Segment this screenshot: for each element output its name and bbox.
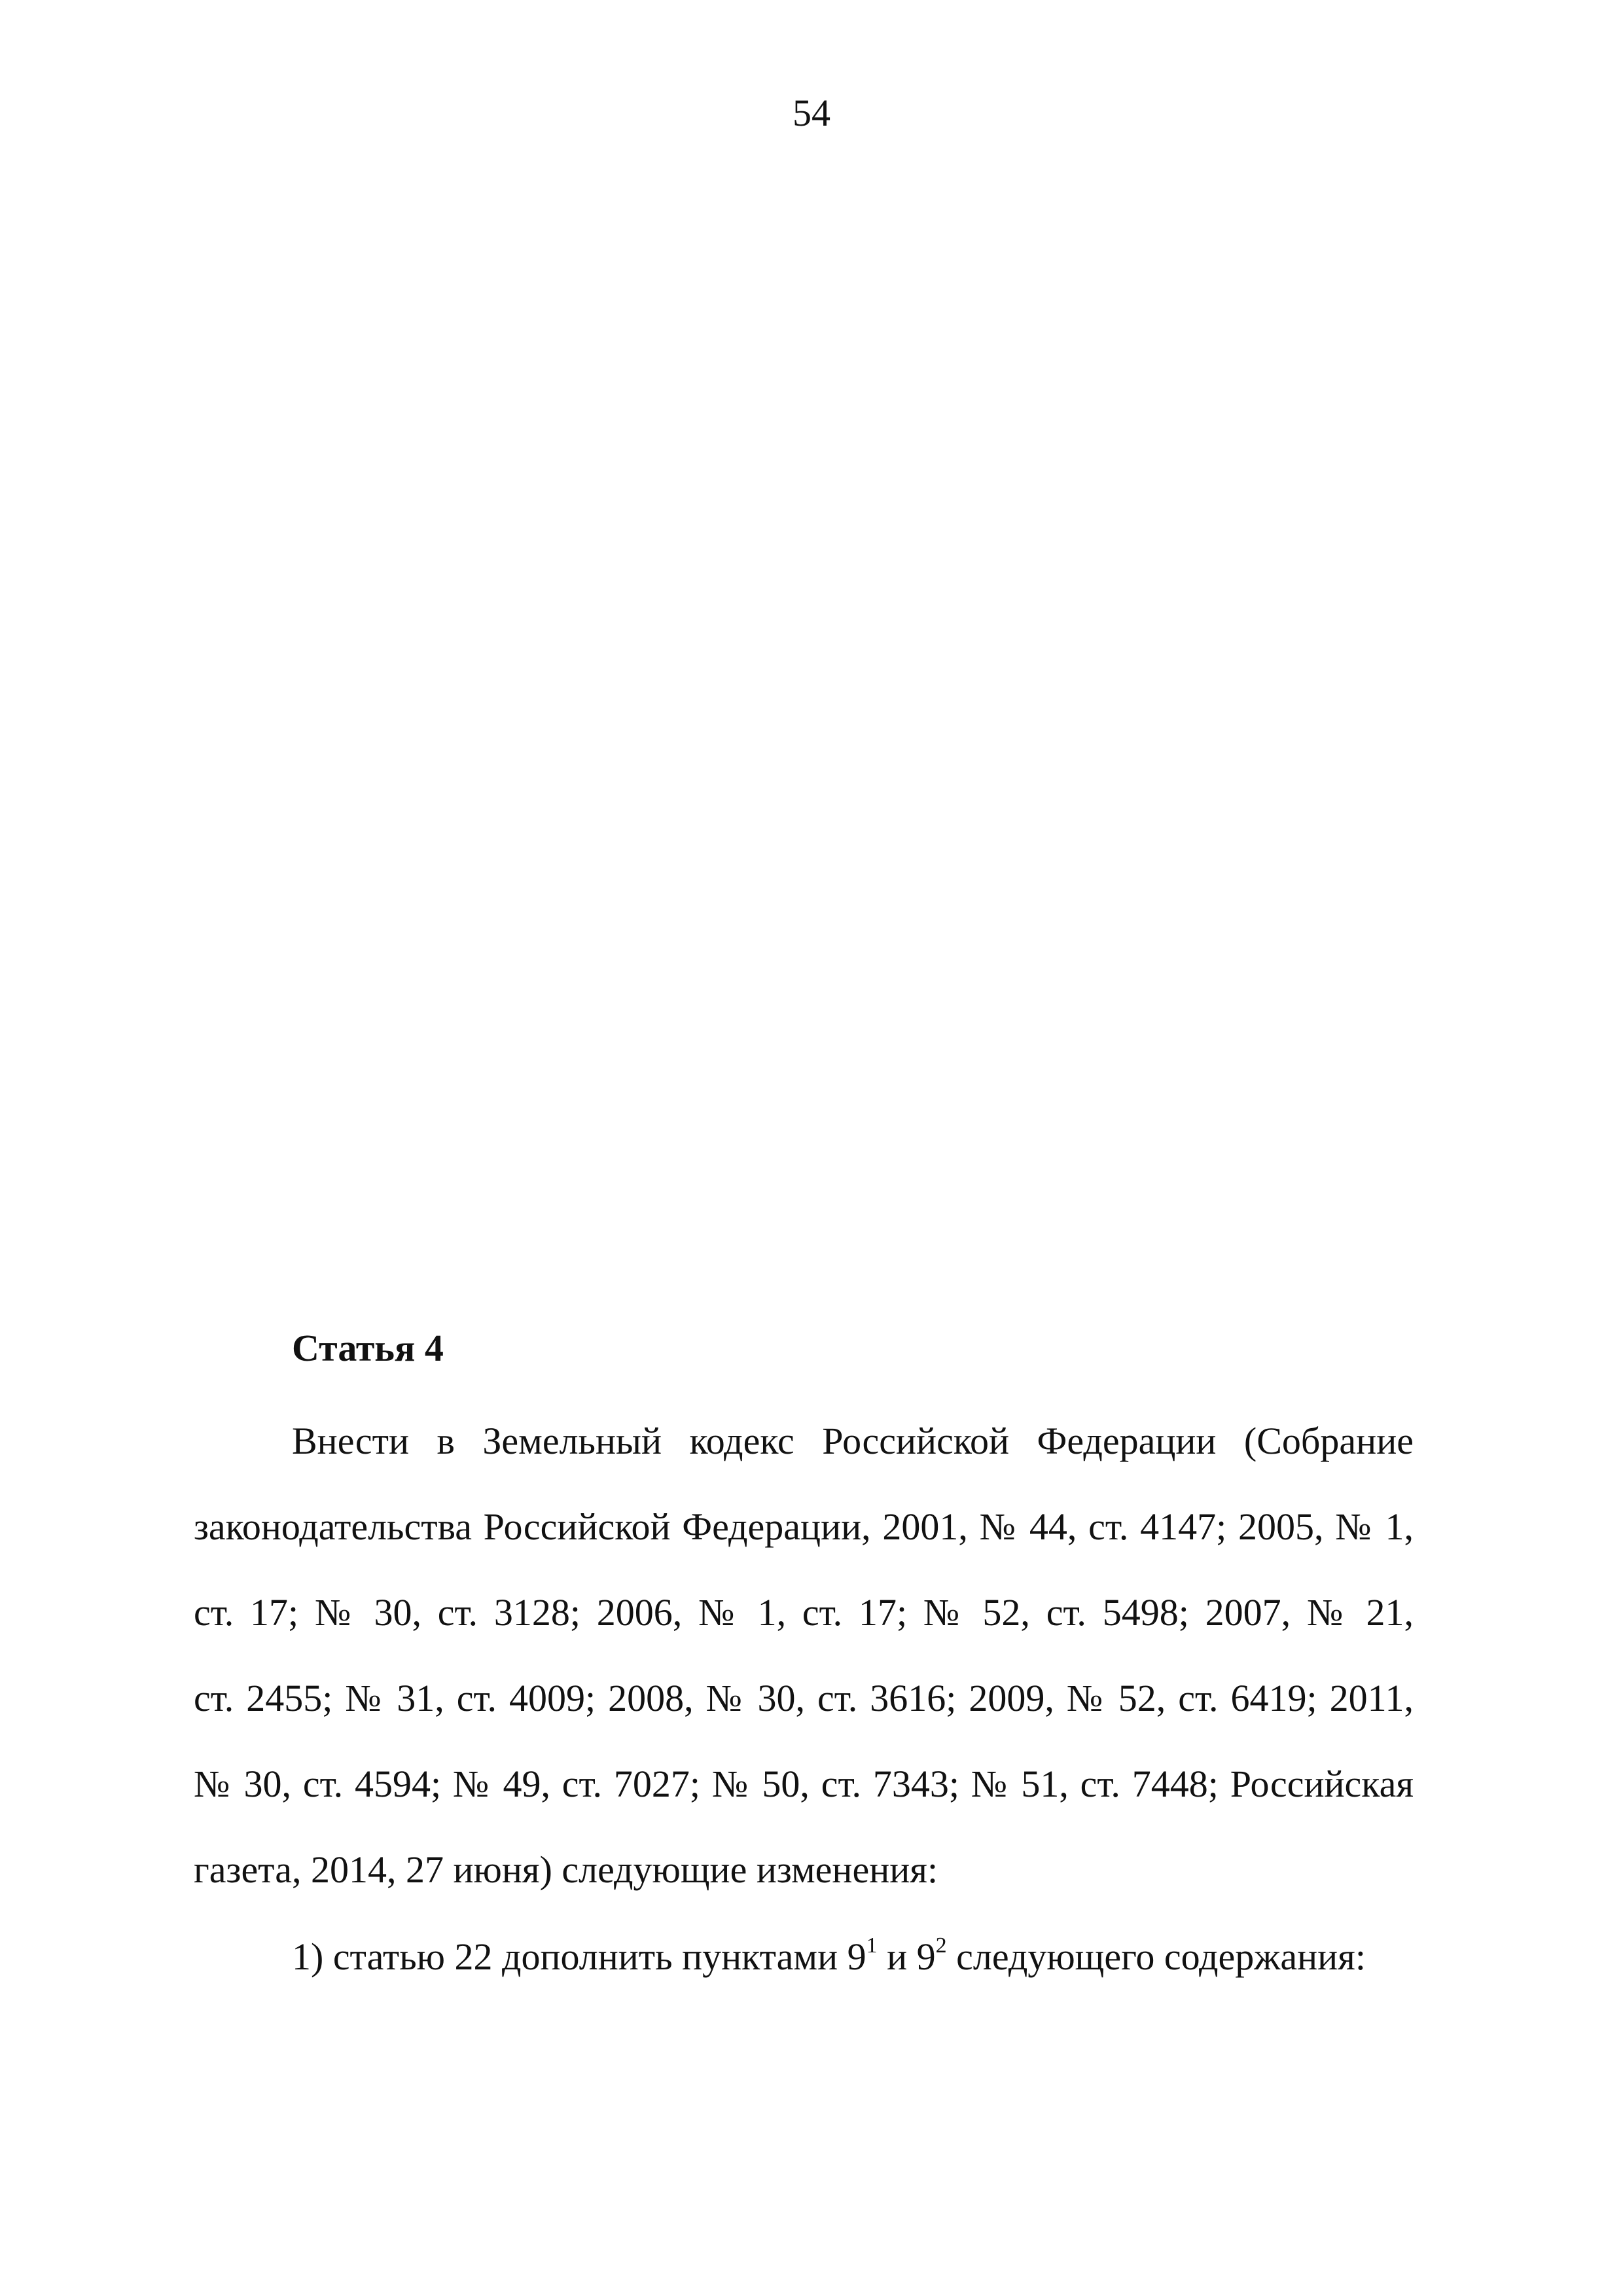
- intro-line: № 30, ст. 4594; № 49, ст. 7027; № 50, ст. 7343; № 51, ст. 7448; Российская: [194, 1763, 1414, 1805]
- item-text-after: следующего содержания:: [946, 1935, 1366, 1978]
- page-number: 54: [793, 92, 830, 134]
- intro-line: ст. 2455; № 31, ст. 4009; 2008, № 30, ст. 3616; 2009, № 52, ст. 6419; 2011,: [194, 1677, 1414, 1719]
- intro-line: газета, 2014, 27 июня) следующие изменения:: [194, 1848, 938, 1891]
- superscript: 2: [935, 1933, 947, 1958]
- article-intro-paragraph: [194, 1398, 1414, 1912]
- article-section: [194, 1316, 1414, 2000]
- item-text-before: 1) статью 22 дополнить пунктами 9: [292, 1935, 866, 1978]
- intro-line: ст. 17; № 30, ст. 3128; 2006, № 1, ст. 17; № 52, ст. 5498; 2007, № 21,: [194, 1591, 1414, 1634]
- superscript: 1: [866, 1933, 878, 1958]
- list-item-1: [194, 1914, 1414, 2000]
- item-text-middle: и 9: [877, 1935, 936, 1978]
- article-heading: Статья 4: [292, 1327, 444, 1369]
- intro-line: Внести в Земельный кодекс Российской Федерации (Собрание: [292, 1420, 1414, 1462]
- intro-line: законодательства Российской Федерации, 2001, № 44, ст. 4147; 2005, № 1,: [194, 1505, 1414, 1548]
